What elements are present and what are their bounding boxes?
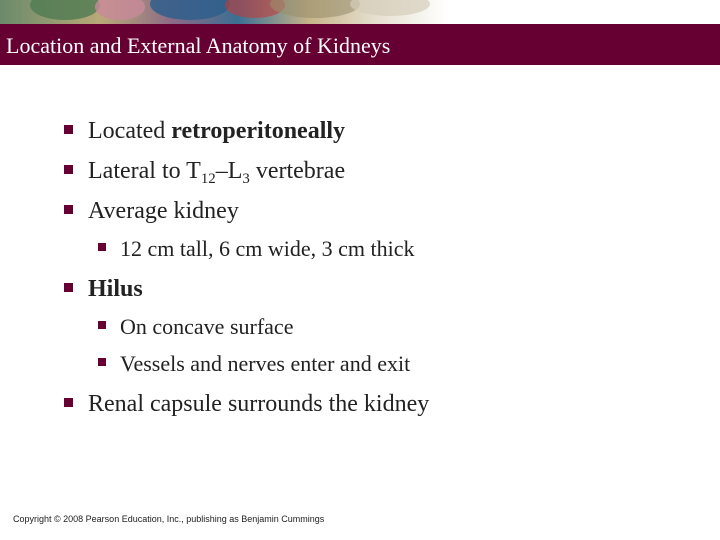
bullet-text: On concave surface xyxy=(120,314,294,339)
bullet-marker xyxy=(98,321,106,329)
sub-bullet-concave xyxy=(120,314,293,340)
bullet-marker xyxy=(64,205,73,214)
bullet-marker xyxy=(64,125,73,134)
bullet-emphasis: retroperitoneally xyxy=(171,118,346,144)
subscript: 3 xyxy=(242,171,250,188)
bullet-emphasis: Hilus xyxy=(88,276,143,302)
bullet-text: Located xyxy=(88,118,172,144)
bullet-text: 12 cm tall, 6 cm wide, 3 cm thick xyxy=(120,236,415,261)
sub-bullet-dimensions xyxy=(120,236,415,262)
bullet-text: Vessels and nerves enter and exit xyxy=(120,351,411,376)
bullet-marker xyxy=(64,165,73,174)
bullet-text: –L xyxy=(215,158,243,184)
bullet-location xyxy=(88,117,345,145)
bullet-text: Average kidney xyxy=(88,198,239,224)
decorative-banner-image xyxy=(0,0,720,24)
bullet-text: vertebrae xyxy=(249,158,346,184)
slide-title: Location and External Anatomy of Kidneys xyxy=(6,33,391,58)
bullet-average-kidney xyxy=(88,197,239,225)
bullet-marker xyxy=(64,283,73,292)
bullet-marker xyxy=(98,243,106,251)
bullet-text: Lateral to T xyxy=(88,158,201,184)
sub-bullet-vessels xyxy=(120,351,410,377)
bullet-marker xyxy=(98,358,106,366)
bullet-marker xyxy=(64,398,73,407)
bullet-hilus xyxy=(88,275,143,303)
bullet-renal-capsule xyxy=(88,390,429,418)
bullet-text: Renal capsule surrounds the kidney xyxy=(88,391,430,417)
subscript: 12 xyxy=(200,171,216,188)
copyright-footer: Copyright © 2008 Pearson Education, Inc., publishing as Benjamin Cummings xyxy=(13,514,325,524)
bullet-lateral xyxy=(88,157,346,188)
